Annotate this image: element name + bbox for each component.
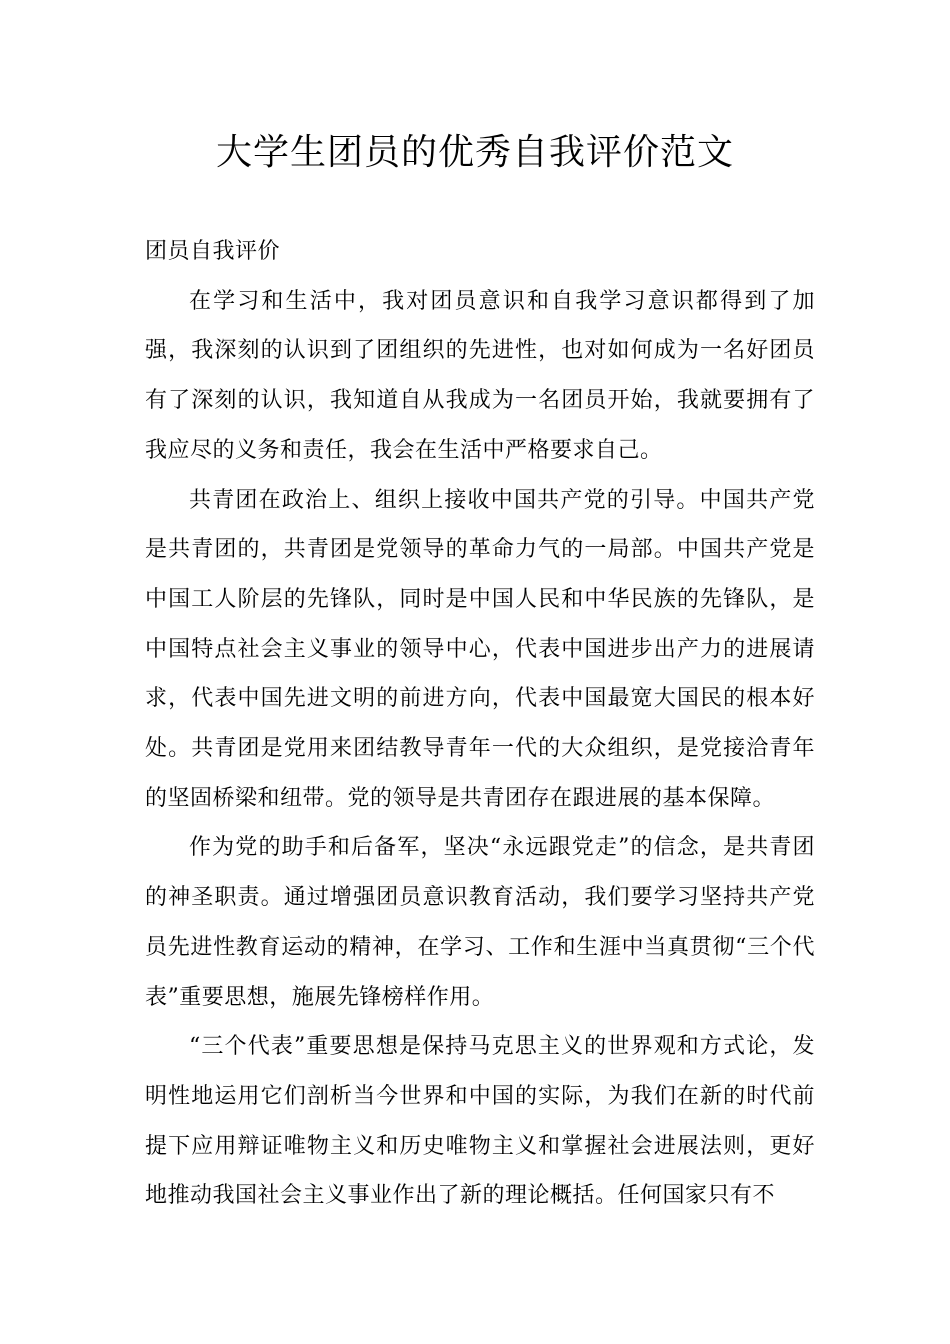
paragraph: “三个代表”重要思想是保持马克思主义的世界观和方式论，发明性地运用它们剖析当今世界和中国的实际，为我们在新的时代前提下应用辩证唯物主义和历史唯物主义和掌握社会进展法则，更好地推动我国社会主义事业作出了新的理论概括。任何国家只有不 <box>145 1034 815 1209</box>
paragraph: 在学习和生活中，我对团员意识和自我学习意识都得到了加强，我深刻的认识到了团组织的先进性，也对如何成为一名好团员有了深刻的认识，我知道自从我成为一名团员开始，我就要拥有了我应尽的义务和责任，我会在生活中严格要求自己。 <box>145 288 815 463</box>
document-body <box>145 227 815 1221</box>
paragraph: 作为党的助手和后备军，坚决“永远跟党走”的信念，是共青团的神圣职责。通过增强团员意识教育活动，我们要学习坚持共产党员先进性教育运动的精神，在学习、工作和生涯中当真贯彻“三个代表”重要思想，施展先锋榜样作用。 <box>145 835 815 1010</box>
paragraph: 共青团在政治上、组织上接收中国共产党的引导。中国共产党是共青团的，共青团是党领导的革命力气的一局部。中国共产党是中国工人阶层的先锋队，同时是中国人民和中华民族的先锋队，是中国特点社会主义事业的领导中心，代表中国进步出产力的进展请求，代表中国先进文明的前进方向，代表中国最宽大国民的根本好处。共青团是党用来团结教导青年一代的大众组织，是党接洽青年的坚固桥梁和纽带。党的领导是共青团存在跟进展的基本保障。 <box>145 487 815 811</box>
document-title: 大学生团员的优秀自我评价范文 <box>215 132 734 173</box>
section-label: 团员自我评价 <box>145 239 281 264</box>
